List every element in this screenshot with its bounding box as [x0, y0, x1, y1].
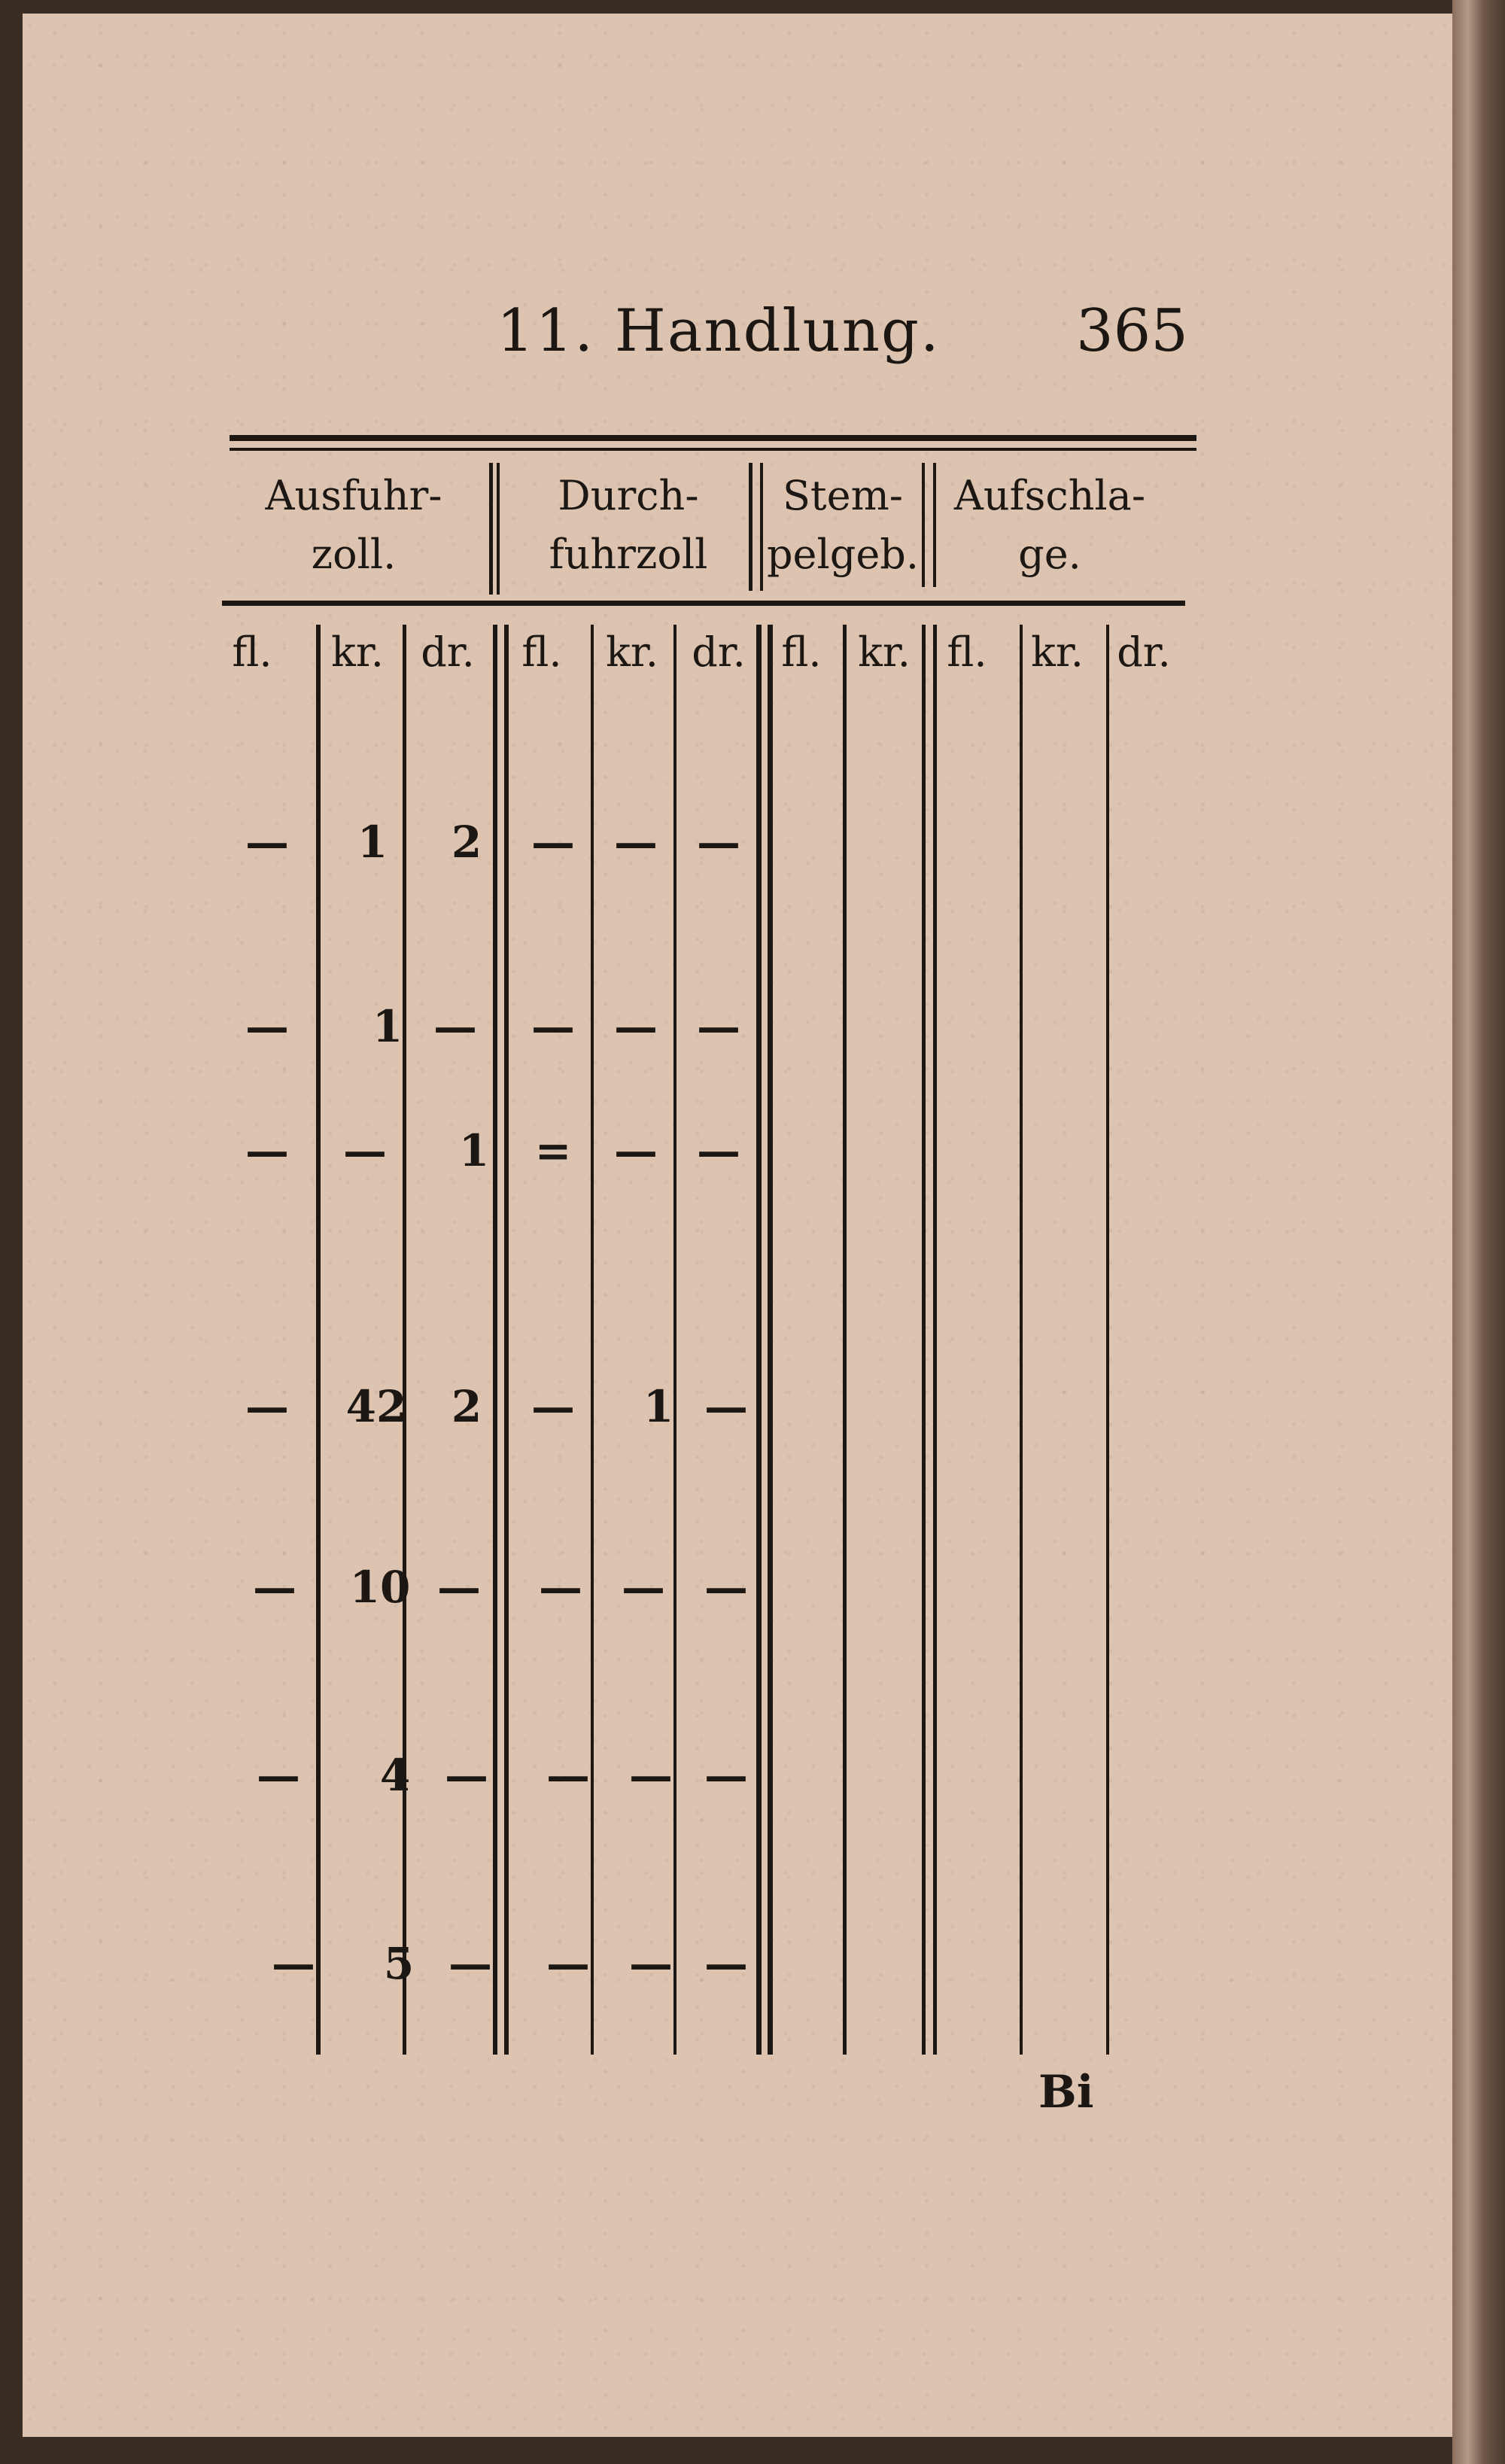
book-page — [23, 14, 1452, 2437]
table-cell: = — [534, 1125, 572, 1176]
table-cell: — — [629, 1750, 673, 1801]
table-cell: — — [614, 1001, 658, 1052]
group-header-line1: Ausfuhr- — [265, 472, 442, 519]
header-separator — [749, 463, 752, 591]
group-header-line1: Stem- — [782, 472, 904, 519]
header-rule — [222, 601, 1185, 606]
subheader-kr: kr. — [858, 628, 911, 676]
table-cell: 10 — [349, 1562, 411, 1613]
table-cell: 2 — [451, 817, 482, 868]
group-header-ausfuhrzoll — [226, 467, 482, 584]
table-cell: — — [343, 1125, 387, 1176]
table-cell: 1 — [458, 1125, 490, 1176]
header-separator — [922, 463, 925, 587]
table-cell: — — [704, 1750, 748, 1801]
table-cell: — — [704, 1562, 748, 1613]
table-cell: — — [245, 1381, 289, 1432]
top-rule-thin — [230, 448, 1196, 451]
header-separator — [933, 463, 936, 587]
header-separator — [760, 463, 763, 591]
table-cell: 1 — [643, 1381, 674, 1432]
subheader-kr: kr. — [1031, 628, 1084, 676]
table-cell: 1 — [372, 1001, 403, 1052]
table-cell: — — [546, 1938, 590, 1989]
table-cell: — — [445, 1750, 488, 1801]
table-cell: — — [433, 1001, 477, 1052]
subheader-kr: kr. — [331, 628, 384, 676]
column-rule — [1020, 625, 1023, 2055]
page-edge — [1452, 0, 1505, 2464]
group-header-line2: fuhrzoll — [549, 531, 708, 578]
subheader-fl: fl. — [947, 628, 987, 676]
column-rule — [922, 625, 926, 2055]
header-separator — [489, 463, 493, 595]
group-header-aufschlage — [937, 467, 1163, 584]
group-header-line1: Durch- — [558, 472, 699, 519]
table-cell: 2 — [451, 1381, 482, 1432]
table-cell: — — [531, 1381, 575, 1432]
table-cell: — — [704, 1938, 748, 1989]
running-head: 11. Handlung. — [497, 297, 941, 365]
group-header-line2: pelgeb. — [766, 531, 920, 578]
table-cell: — — [629, 1938, 673, 1989]
table-cell: 5 — [383, 1938, 415, 1989]
group-header-stempelgeb — [760, 467, 926, 584]
table-cell: — — [253, 1562, 296, 1613]
catchword: Bi — [1038, 2066, 1094, 2119]
table-cell: — — [531, 1001, 575, 1052]
table-cell: — — [546, 1750, 590, 1801]
top-rule — [230, 435, 1196, 441]
table-cell: — — [531, 817, 575, 868]
page-number: 365 — [1076, 297, 1188, 365]
group-header-line1: Aufschla- — [953, 472, 1146, 519]
group-header-line2: zoll. — [311, 531, 397, 578]
subheader-fl: fl. — [521, 628, 562, 676]
table-cell: — — [448, 1938, 492, 1989]
table-cell: — — [704, 1381, 748, 1432]
table-cell: — — [245, 817, 289, 868]
table-cell: — — [614, 817, 658, 868]
column-rule — [933, 625, 937, 2055]
table-cell: — — [539, 1562, 582, 1613]
table-cell: — — [622, 1562, 665, 1613]
table-cell: — — [272, 1938, 315, 1989]
column-rule — [768, 625, 773, 2055]
table-cell: — — [245, 1001, 289, 1052]
group-header-durchfuhrzoll — [504, 467, 752, 584]
table-cell: — — [697, 817, 740, 868]
table-cell: 42 — [345, 1381, 407, 1432]
table-cell: — — [614, 1125, 658, 1176]
table-cell: — — [437, 1562, 481, 1613]
subheader-dr: dr. — [1117, 628, 1171, 676]
group-header-line2: ge. — [1018, 531, 1081, 578]
subheader-kr: kr. — [606, 628, 658, 676]
subheader-dr: dr. — [421, 628, 475, 676]
subheader-fl: fl. — [781, 628, 822, 676]
table-cell: — — [697, 1125, 740, 1176]
table-cell: 1 — [357, 817, 388, 868]
column-rule — [316, 625, 321, 2055]
table-cell: — — [257, 1750, 300, 1801]
column-rule — [843, 625, 847, 2055]
subheader-fl: fl. — [232, 628, 272, 676]
table-cell: — — [245, 1125, 289, 1176]
table-cell: — — [697, 1001, 740, 1052]
column-rule — [1106, 625, 1109, 2055]
subheader-dr: dr. — [692, 628, 746, 676]
header-separator — [497, 463, 500, 595]
table-cell: 4 — [379, 1750, 411, 1801]
